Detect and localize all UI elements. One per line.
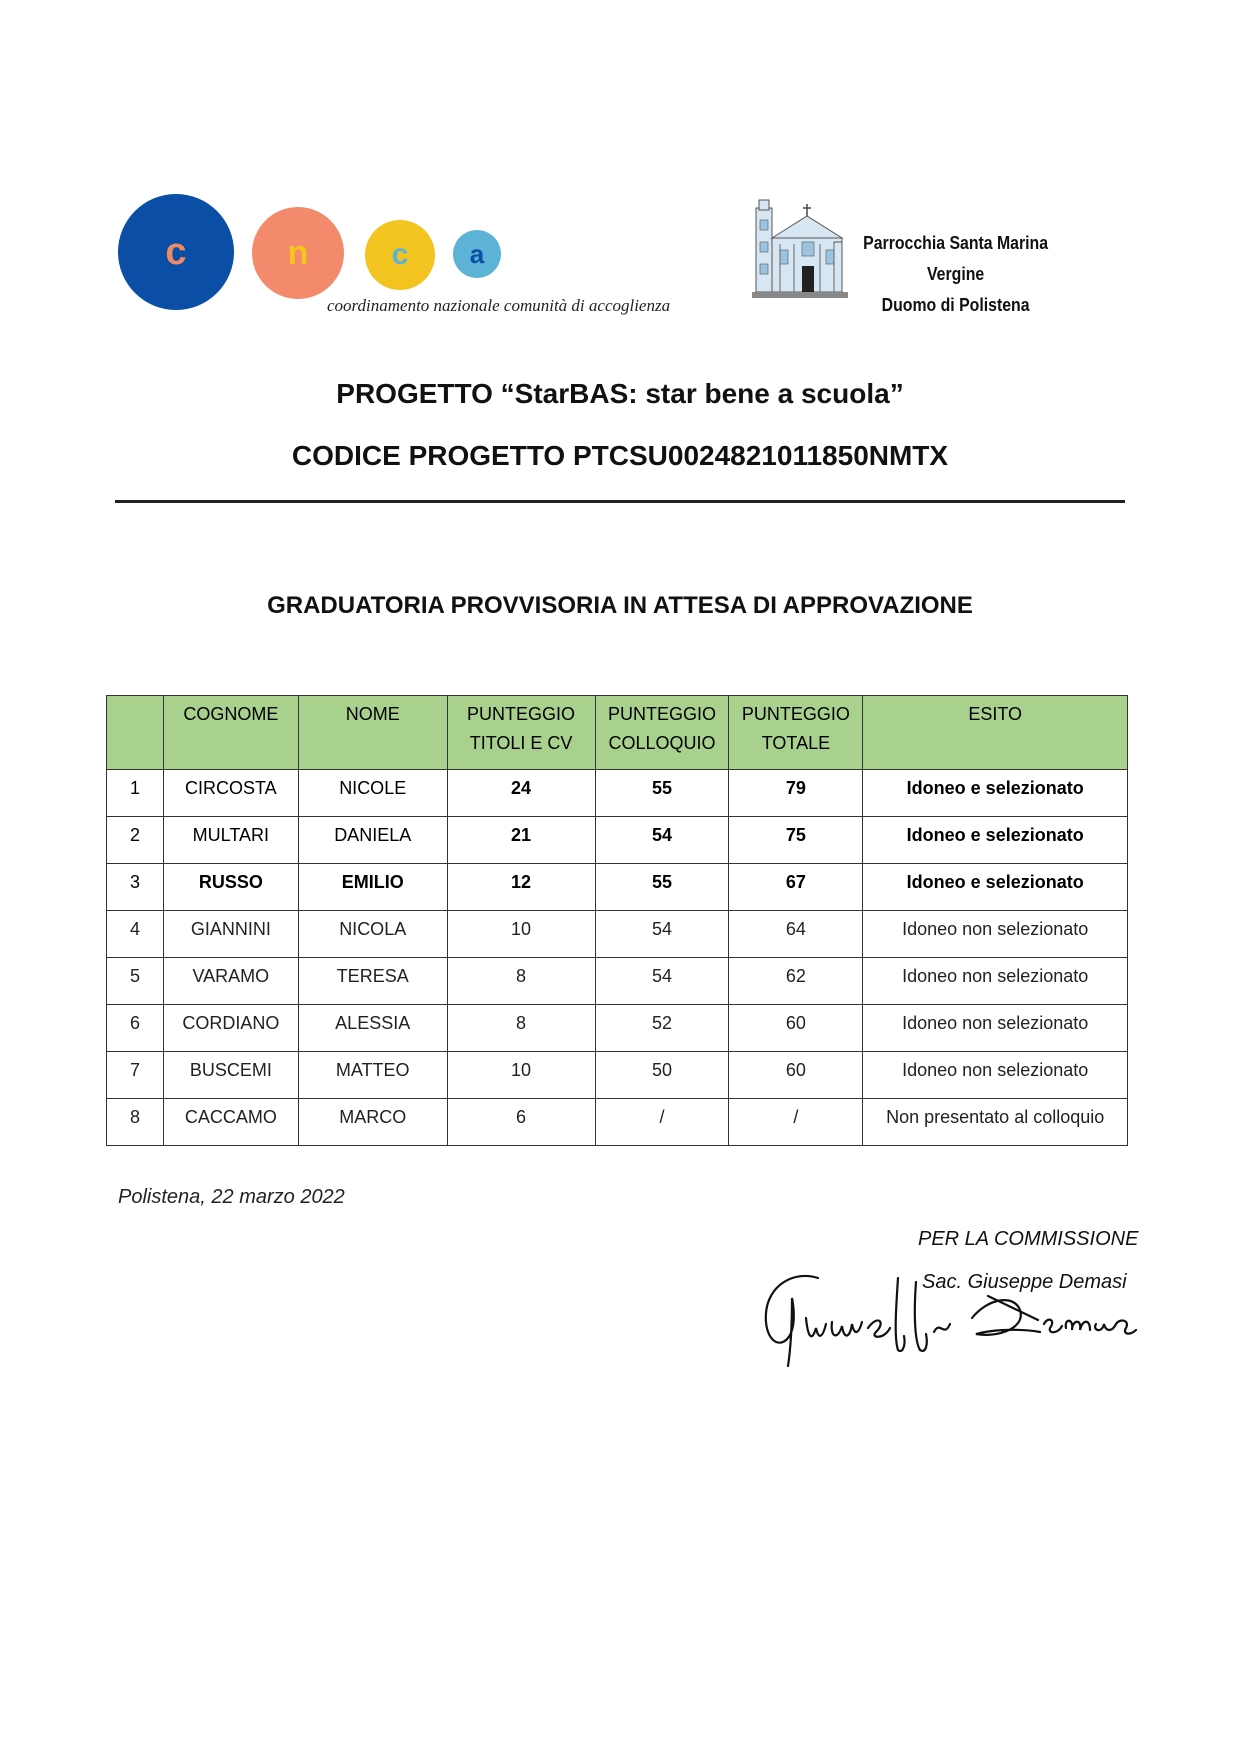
table-row [107, 817, 1128, 864]
row-titles-score: 8 [447, 1005, 595, 1052]
row-titles-score: 12 [447, 864, 595, 911]
table-row [107, 911, 1128, 958]
row-titles-score: 10 [447, 1052, 595, 1099]
row-index: 1 [107, 770, 164, 817]
row-outcome: Idoneo e selezionato [863, 817, 1128, 864]
row-total-score: 75 [729, 817, 863, 864]
row-index: 6 [107, 1005, 164, 1052]
project-code: CODICE PROGETTO PTCSU0024821011850NMTX [291, 440, 949, 471]
cnca-letter-c: c [165, 230, 187, 273]
row-total-score: 60 [729, 1005, 863, 1052]
cnca-subtitle: coordinamento nazionale comunità di accoglienza [327, 296, 671, 315]
col-surname-header: COGNOME [163, 696, 298, 770]
row-index: 7 [107, 1052, 164, 1099]
parish-line2: Duomo di Polistena [881, 295, 1030, 315]
col-total-header-line1: PUNTEGGIO [741, 704, 850, 724]
col-outcome-header: ESITO [863, 696, 1128, 770]
col-total-header [729, 696, 863, 770]
row-index: 4 [107, 911, 164, 958]
row-outcome: Idoneo non selezionato [863, 911, 1128, 958]
row-total-score: / [729, 1099, 863, 1146]
col-name-header: NOME [298, 696, 447, 770]
cnca-logo-circle-a [453, 230, 501, 278]
commission-label: PER LA COMMISSIONE [918, 1228, 1139, 1250]
row-titles-score: 10 [447, 911, 595, 958]
row-name: EMILIO [298, 864, 447, 911]
row-outcome: Idoneo e selezionato [863, 864, 1128, 911]
row-titles-score: 21 [447, 817, 595, 864]
table-row [107, 864, 1128, 911]
row-surname: VARAMO [163, 958, 298, 1005]
col-total-header-line2: TOTALE [761, 733, 831, 753]
row-titles-score: 24 [447, 770, 595, 817]
table-header-row [107, 696, 1128, 770]
row-outcome: Idoneo non selezionato [863, 1005, 1128, 1052]
parish-name [850, 228, 1061, 321]
row-titles-score: 8 [447, 958, 595, 1005]
row-interview-score: 54 [595, 911, 729, 958]
row-name: MATTEO [298, 1052, 447, 1099]
signer-name: Sac. Giuseppe Demasi [922, 1271, 1127, 1293]
place-date: Polistena, 22 marzo 2022 [118, 1186, 345, 1208]
row-name: MARCO [298, 1099, 447, 1146]
row-name: NICOLA [298, 911, 447, 958]
row-titles-score: 6 [447, 1099, 595, 1146]
church-icon [750, 198, 850, 302]
row-surname: CIRCOSTA [163, 770, 298, 817]
table-row [107, 1099, 1128, 1146]
row-total-score: 60 [729, 1052, 863, 1099]
cnca-letter-c2: c [391, 238, 409, 271]
row-surname: MULTARI [163, 817, 298, 864]
col-interview-header [595, 696, 729, 770]
table-row [107, 770, 1128, 817]
table-row [107, 958, 1128, 1005]
cnca-logo-circle-n [252, 207, 344, 299]
row-interview-score: 54 [595, 958, 729, 1005]
cnca-logo [115, 192, 715, 322]
col-titles-header-line1: PUNTEGGIO [467, 704, 576, 724]
table-row [107, 1005, 1128, 1052]
row-name: DANIELA [298, 817, 447, 864]
col-interview-header-line2: COLLOQUIO [608, 733, 716, 753]
row-index: 2 [107, 817, 164, 864]
row-outcome: Non presentato al colloquio [863, 1099, 1128, 1146]
row-interview-score: 55 [595, 864, 729, 911]
row-name: ALESSIA [298, 1005, 447, 1052]
col-titles-header [447, 696, 595, 770]
project-title: PROGETTO “StarBAS: star bene a scuola” [336, 378, 904, 409]
row-surname: RUSSO [163, 864, 298, 911]
col-titles-header-line2: TITOLI E CV [469, 733, 573, 753]
row-total-score: 79 [729, 770, 863, 817]
row-surname: BUSCEMI [163, 1052, 298, 1099]
row-total-score: 62 [729, 958, 863, 1005]
handwritten-signature [758, 1258, 1138, 1368]
row-total-score: 67 [729, 864, 863, 911]
title-divider [115, 500, 1125, 503]
row-name: TERESA [298, 958, 447, 1005]
col-interview-header-line1: PUNTEGGIO [607, 704, 716, 724]
col-index-header [107, 696, 164, 770]
row-interview-score: 54 [595, 817, 729, 864]
cnca-letter-n: n [287, 233, 309, 272]
row-surname: CORDIANO [163, 1005, 298, 1052]
ranking-table [106, 695, 1128, 1146]
row-interview-score: 52 [595, 1005, 729, 1052]
row-index: 5 [107, 958, 164, 1005]
row-name: NICOLE [298, 770, 447, 817]
cnca-letter-a: a [469, 238, 485, 269]
row-index: 8 [107, 1099, 164, 1146]
row-outcome: Idoneo non selezionato [863, 958, 1128, 1005]
row-total-score: 64 [729, 911, 863, 958]
cnca-logo-circle-c [118, 194, 234, 310]
row-interview-score: 50 [595, 1052, 729, 1099]
row-interview-score: 55 [595, 770, 729, 817]
cnca-logo-circle-c2 [365, 220, 435, 290]
ranking-title: GRADUATORIA PROVVISORIA IN ATTESA DI APPROVAZIONE [267, 592, 973, 619]
row-interview-score: / [595, 1099, 729, 1146]
parish-line1: Parrocchia Santa Marina Vergine [863, 233, 1049, 284]
row-surname: CACCAMO [163, 1099, 298, 1146]
row-index: 3 [107, 864, 164, 911]
table-row [107, 1052, 1128, 1099]
row-surname: GIANNINI [163, 911, 298, 958]
row-outcome: Idoneo non selezionato [863, 1052, 1128, 1099]
row-outcome: Idoneo e selezionato [863, 770, 1128, 817]
